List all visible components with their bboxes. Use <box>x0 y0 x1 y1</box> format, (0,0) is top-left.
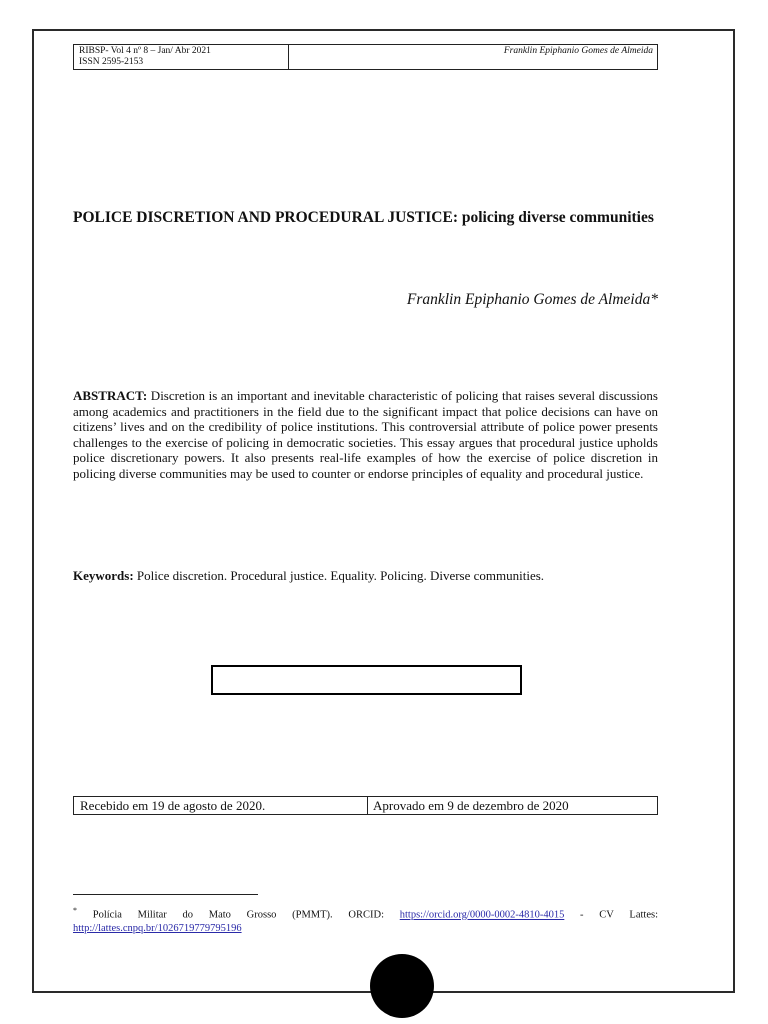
running-author: Franklin Epiphanio Gomes de Almeida <box>503 46 653 56</box>
article-title <box>73 208 658 228</box>
footnote <box>73 904 658 935</box>
page-number-circle <box>370 954 434 1018</box>
footnote-divider <box>73 894 258 895</box>
footnote-mark: * <box>73 906 77 915</box>
running-header <box>73 44 658 70</box>
abstract <box>73 388 658 482</box>
keywords-label: Keywords: <box>73 568 134 583</box>
journal-volume: RIBSP- Vol 4 nº 8 – Jan/ Abr 2021 <box>79 46 211 56</box>
title-bold: POLICE DISCRETION AND PROCEDURAL JUSTICE: <box>73 209 458 226</box>
keywords-text: Police discretion. Procedural justice. Equality. Policing. Diverse communities. <box>133 568 545 583</box>
abstract-label: ABSTRACT: <box>73 388 148 403</box>
abstract-text: Discretion is an important and inevitable characteristic of policing that raises several discussions among academics and practitioners in the field due to the significant impact that police decisions can have on citizens’ lives and on the credibility of police institutions. This controversial attribute of police power presents challenges to the exercise of policing in democratic societies. This essay argues that procedural justice upholds police discretionary powers. It also presents real-life examples of how the exercise of police discretion in policing diverse communities may be used to counter or endorse principles of equality and procedural justice. <box>73 388 658 481</box>
author-name: Franklin Epiphanio Gomes de Almeida <box>406 291 651 308</box>
approved-date: Aprovado em 9 de dezembro de 2020 <box>373 798 569 813</box>
dates-table <box>73 796 658 815</box>
title-subtitle: policing diverse communities <box>457 209 654 226</box>
journal-issn: ISSN 2595-2153 <box>79 57 144 67</box>
lattes-link[interactable]: http://lattes.cnpq.br/1026719779795196 <box>73 922 242 934</box>
author-line <box>73 291 658 309</box>
author-footnote-mark: * <box>650 291 658 308</box>
footnote-affiliation: Polícia Militar do Mato Grosso (PMMT). ORCID: <box>77 909 400 921</box>
journal-info <box>74 45 289 69</box>
keywords <box>73 568 658 584</box>
empty-text-box <box>211 665 522 695</box>
page-frame <box>32 29 735 993</box>
received-date: Recebido em 19 de agosto de 2020. <box>74 797 368 814</box>
orcid-link[interactable]: https://orcid.org/0000-0002-4810-4015 <box>399 909 565 921</box>
lattes-label: - CV Lattes: <box>564 909 658 921</box>
